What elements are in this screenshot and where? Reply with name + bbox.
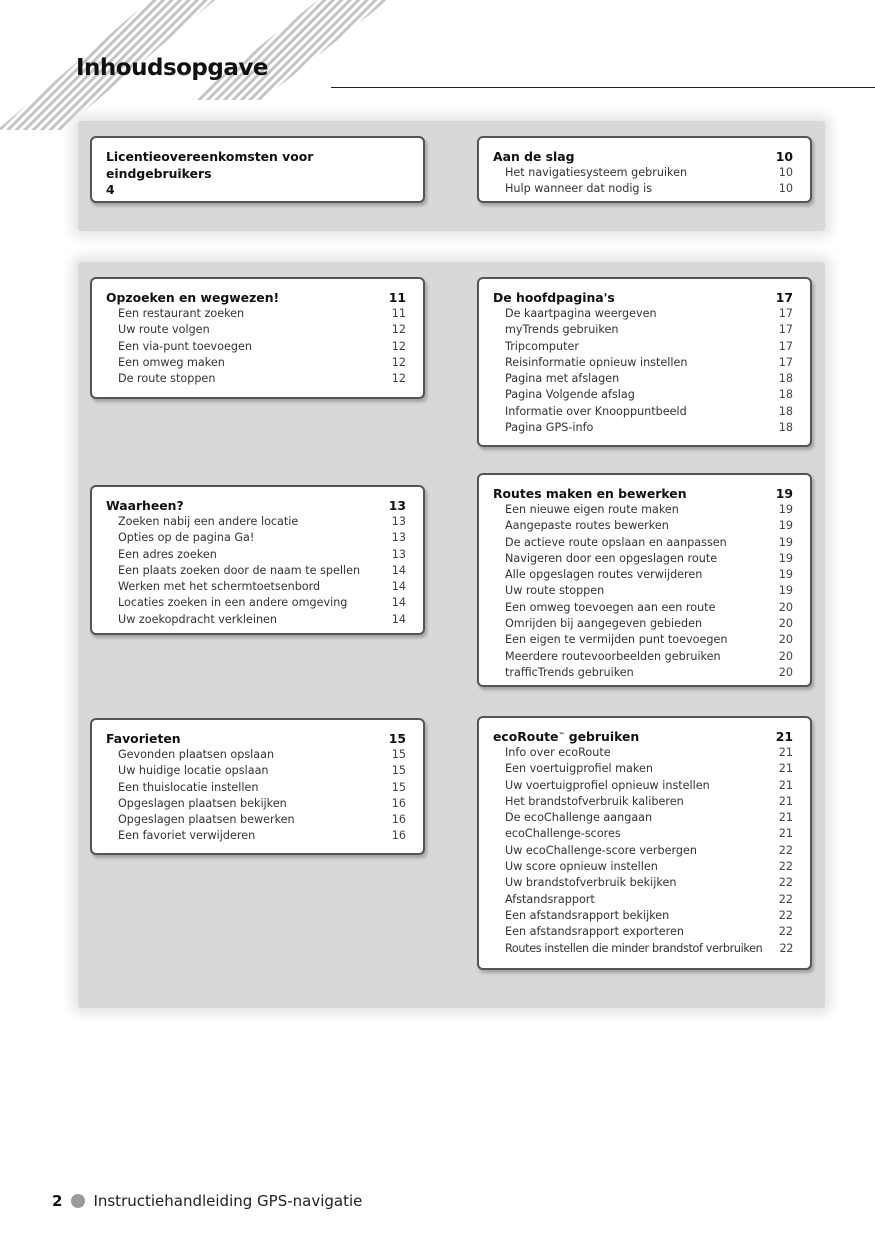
toc-entry[interactable]: Pagina GPS-info 18 [505,421,793,435]
page-title: Inhoudsopgave [76,55,268,81]
toc-entry[interactable]: De ecoChallenge aangaan 21 [505,811,793,825]
toc-entry[interactable]: Een restaurant zoeken 11 [118,307,406,320]
toc-entry[interactable]: Pagina met afslagen 18 [505,372,793,386]
footer-bullet-icon [71,1194,85,1208]
toc-entry[interactable]: Een adres zoeken 13 [118,547,406,561]
toc-entry[interactable]: Een afstandsrapport exporteren 22 [505,925,793,939]
toc-entry[interactable]: Uw route volgen 12 [118,323,406,337]
toc-entry[interactable]: Routes instellen die minder brandstof verbruiken 22 [505,941,793,955]
toc-entry[interactable]: Zoeken nabij een andere locatie 13 [118,515,406,528]
toc-entry[interactable]: Een favoriet verwijderen 16 [118,829,406,843]
toc-entry[interactable]: Uw route stoppen 19 [505,584,793,598]
toc-section-page: 15 [388,731,406,746]
toc-entry[interactable]: Omrijden bij aangegeven gebieden 20 [505,617,793,631]
toc-section-title[interactable]: ecoRoute™ gebruiken [493,729,640,744]
toc-section-title[interactable]: Waarheen? [106,498,184,513]
toc-box-routes [477,473,812,687]
toc-entry[interactable]: Een plaats zoeken door de naam te spellen 14 [118,563,406,577]
toc-entry[interactable]: Meerdere routevoorbeelden gebruiken 20 [505,649,793,663]
toc-entry[interactable]: Een nieuwe eigen route maken 19 [505,503,793,516]
page-footer [52,1192,362,1210]
toc-entry[interactable]: Uw huidige locatie opslaan 15 [118,764,406,778]
toc-box-ecoroute [477,716,812,970]
toc-entry[interactable]: Het navigatiesysteem gebruiken 10 [505,166,793,179]
toc-entry[interactable]: Een afstandsrapport bekijken 22 [505,908,793,922]
toc-section-title[interactable]: De hoofdpagina's [493,290,615,305]
toc-section-page: 13 [388,498,406,513]
toc-entry[interactable]: De kaartpagina weergeven 17 [505,307,793,320]
toc-entry[interactable]: De actieve route opslaan en aanpassen 19 [505,535,793,549]
toc-entry[interactable]: myTrends gebruiken 17 [505,323,793,337]
toc-section-page: 10 [775,149,793,164]
toc-section-title[interactable]: Opzoeken en wegwezen! [106,290,280,305]
toc-entry[interactable]: Een omweg toevoegen aan een route 20 [505,600,793,614]
toc-entry[interactable]: Opgeslagen plaatsen bewerken 16 [118,813,406,827]
toc-box-favorieten [90,718,425,855]
toc-section-page: 4 [106,182,115,197]
toc-entry[interactable]: Uw brandstofverbruik bekijken 22 [505,876,793,890]
toc-entry[interactable]: Informatie over Knooppuntbeeld 18 [505,404,793,418]
toc-entry[interactable]: Uw score opnieuw instellen 22 [505,860,793,874]
toc-box-license [90,136,425,203]
toc-entry[interactable]: Uw voertuigprofiel opnieuw instellen 21 [505,778,793,792]
toc-entry[interactable]: Alle opgeslagen routes verwijderen 19 [505,568,793,582]
toc-entry[interactable]: Een omweg maken 12 [118,355,406,369]
toc-box-hoofdpaginas [477,277,812,447]
toc-entry[interactable]: Opties op de pagina Ga! 13 [118,531,406,545]
toc-section-title[interactable]: Favorieten [106,731,181,746]
toc-entry[interactable]: Reisinformatie opnieuw instellen 17 [505,355,793,369]
toc-box-opzoeken [90,277,425,399]
toc-entry[interactable]: Info over ecoRoute 21 [505,746,793,759]
toc-section-title[interactable]: Licentieovereenkomsten voor eindgebruikers [106,149,314,181]
toc-section-page: 21 [775,729,793,744]
toc-entry[interactable]: Werken met het schermtoetsenbord 14 [118,580,406,594]
toc-box-aan-de-slag [477,136,812,203]
toc-entry[interactable]: Navigeren door een opgeslagen route 19 [505,551,793,565]
toc-entry[interactable]: Het brandstofverbruik kaliberen 21 [505,794,793,808]
toc-entry[interactable]: De route stoppen 12 [118,372,406,386]
footer-manual-title: Instructiehandleiding GPS-navigatie [93,1192,363,1210]
toc-section-page: 17 [775,290,793,305]
title-rule [331,87,875,88]
toc-entry[interactable]: Hulp wanneer dat nodig is 10 [505,182,793,196]
toc-entry[interactable]: Een eigen te vermijden punt toevoegen 20 [505,633,793,647]
toc-entry[interactable]: Afstandsrapport 22 [505,892,793,906]
toc-section-page: 11 [388,290,406,305]
toc-section-page: 19 [775,486,793,501]
toc-entry[interactable]: Gevonden plaatsen opslaan 15 [118,748,406,761]
toc-entry[interactable]: Pagina Volgende afslag 18 [505,388,793,402]
toc-entry[interactable]: Uw ecoChallenge-score verbergen 22 [505,843,793,857]
toc-section-title[interactable]: Routes maken en bewerken [493,486,687,501]
toc-entry[interactable]: Een via-punt toevoegen 12 [118,339,406,353]
toc-entry[interactable]: Een voertuigprofiel maken 21 [505,762,793,776]
footer-page-number: 2 [52,1192,63,1210]
toc-entry[interactable]: Tripcomputer 17 [505,339,793,353]
toc-entry[interactable]: Een thuislocatie instellen 15 [118,780,406,794]
toc-entry[interactable]: ecoChallenge-scores 21 [505,827,793,841]
toc-entry[interactable]: trafficTrends gebruiken 20 [505,665,793,679]
toc-box-waarheen [90,485,425,635]
toc-entry[interactable]: Uw zoekopdracht verkleinen 14 [118,612,406,626]
toc-entry[interactable]: Aangepaste routes bewerken 19 [505,519,793,533]
toc-entry[interactable]: Opgeslagen plaatsen bekijken 16 [118,796,406,810]
toc-section-title[interactable]: Aan de slag [493,149,575,164]
toc-entry[interactable]: Locaties zoeken in een andere omgeving 14 [118,596,406,610]
